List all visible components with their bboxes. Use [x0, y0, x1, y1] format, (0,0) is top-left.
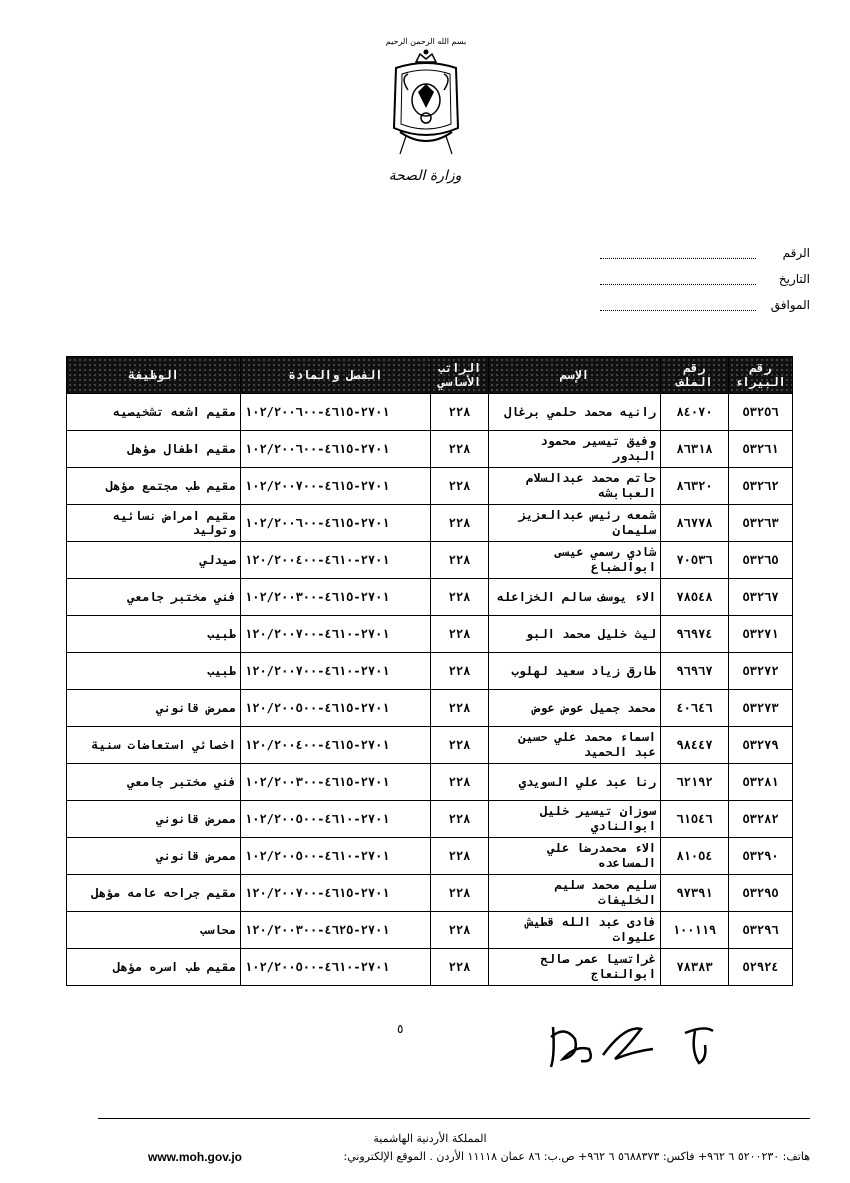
row-emp-no: ٥٢٩٢٤: [729, 949, 793, 986]
row-salary: ٢٢٨: [431, 838, 489, 875]
ministry-name: وزارة الصحة: [388, 168, 462, 184]
row-account: ٢٧٠١-٤٦١٠-١٠٢/٢٠٠٥٠٠: [241, 801, 431, 838]
header-file-no: رقم الملف: [661, 357, 729, 394]
row-job: ممرض قانوني: [67, 690, 241, 727]
row-salary: ٢٢٨: [431, 505, 489, 542]
row-name: الاء محمدرضا علي المساعده: [489, 838, 661, 875]
row-name: وفيق تيسير محمود البدور: [489, 431, 661, 468]
row-job: صيدلي: [67, 542, 241, 579]
row-job: ممرض قانوني: [67, 801, 241, 838]
row-account: ٢٧٠١-٤٦١٥-١٠٢/٢٠٠٧٠٠: [241, 468, 431, 505]
footer-website-link[interactable]: www.moh.gov.jo: [148, 1150, 242, 1164]
row-job: مقيم جراحه عامه مؤهل: [67, 875, 241, 912]
row-name: شادي رسمي عيسى ابوالضباع: [489, 542, 661, 579]
row-job: محاسب: [67, 912, 241, 949]
row-salary: ٢٢٨: [431, 875, 489, 912]
row-job: مقيم اشعه تشخيصيه: [67, 394, 241, 431]
footer-divider: [98, 1118, 810, 1119]
row-file-no: ١٠٠١١٩: [661, 912, 729, 949]
row-file-no: ٨٦٣٢٠: [661, 468, 729, 505]
row-account: ٢٧٠١-٤٦١٥-١٠٢/٢٠٠٦٠٠: [241, 505, 431, 542]
reference-number-field: [610, 246, 810, 266]
row-name: اسماء محمد علي حسين عبد الحميد: [489, 727, 661, 764]
row-emp-no: ٥٣٢٦٢: [729, 468, 793, 505]
row-job: طبيب: [67, 653, 241, 690]
footer-kingdom: المملكة الأردنية الهاشمية: [373, 1132, 487, 1145]
row-account: ٢٧٠١-٤٦١٠-١٢٠/٢٠٠٤٠٠: [241, 542, 431, 579]
header-emp-no: رقم البيراء: [729, 357, 793, 394]
row-emp-no: ٥٣٢٧١: [729, 616, 793, 653]
row-account: ٢٧٠١-٤٦٢٥-١٢٠/٢٠٠٣٠٠: [241, 912, 431, 949]
row-job: مقيم طب اسره مؤهل: [67, 949, 241, 986]
row-account: ٢٧٠١-٤٦١٥-١٢٠/٢٠٠٧٠٠: [241, 875, 431, 912]
row-emp-no: ٥٣٢٨٢: [729, 801, 793, 838]
row-name: ليث خليل محمد البو: [489, 616, 661, 653]
page-number: ٥: [397, 1022, 404, 1036]
row-salary: ٢٢٨: [431, 616, 489, 653]
row-file-no: ٨٦٣١٨: [661, 431, 729, 468]
row-salary: ٢٢٨: [431, 468, 489, 505]
row-account: ٢٧٠١-٤٦١٥-١٠٢/٢٠٠٣٠٠: [241, 764, 431, 801]
row-emp-no: ٥٣٢٩٠: [729, 838, 793, 875]
row-account: ٢٧٠١-٤٦١٠-١٠٢/٢٠٠٥٠٠: [241, 949, 431, 986]
header-job: الوظيفة: [67, 357, 241, 394]
row-name: الاء يوسف سالم الخزاعله: [489, 579, 661, 616]
table-row: [67, 690, 793, 727]
row-emp-no: ٥٣٢٨١: [729, 764, 793, 801]
row-salary: ٢٢٨: [431, 949, 489, 986]
row-account: ٢٧٠١-٤٦١٥-١٢٠/٢٠٠٤٠٠: [241, 727, 431, 764]
row-name: غراتسيا عمر صالح ابوالنعاج: [489, 949, 661, 986]
table-row: [67, 542, 793, 579]
row-file-no: ٧٨٥٤٨: [661, 579, 729, 616]
table-row: [67, 579, 793, 616]
row-emp-no: ٥٣٢٥٦: [729, 394, 793, 431]
row-salary: ٢٢٨: [431, 690, 489, 727]
header-name: الإسم: [489, 357, 661, 394]
row-file-no: ٦٢١٩٢: [661, 764, 729, 801]
table-row: [67, 505, 793, 542]
row-account: ٢٧٠١-٤٦١٥-١٢٠/٢٠٠٥٠٠: [241, 690, 431, 727]
dotted-line: [600, 284, 756, 285]
row-job: فني مختبر جامعي: [67, 579, 241, 616]
table-row: [67, 801, 793, 838]
row-salary: ٢٢٨: [431, 394, 489, 431]
row-job: مقيم امراض نسائيه وتوليد: [67, 505, 241, 542]
dotted-line: [600, 310, 756, 311]
header-account: الفصل والمادة: [241, 357, 431, 394]
row-job: طبيب: [67, 616, 241, 653]
dotted-line: [600, 258, 756, 259]
corresponding-date-label: الموافق: [770, 298, 810, 312]
row-salary: ٢٢٨: [431, 801, 489, 838]
date-field: [610, 272, 810, 292]
table-row: [67, 838, 793, 875]
row-file-no: ٩٦٩٧٤: [661, 616, 729, 653]
row-job: اخصائي استعاضات سنية: [67, 727, 241, 764]
table-row: [67, 468, 793, 505]
table-row: [67, 949, 793, 986]
row-salary: ٢٢٨: [431, 764, 489, 801]
footer-contact: هاتف: ٥٢٠٠٢٣٠ ٦ ٩٦٢+ فاكس: ٥٦٨٨٣٧٣ ٦ ٩٦٢+ ص.ب: ٨٦ عمان ١١١١٨ الأردن . الموقع الإلكتروني:: [343, 1150, 810, 1163]
row-job: ممرض قانوني: [67, 838, 241, 875]
row-name: رانيه محمد حلمي برغال: [489, 394, 661, 431]
staff-table: [66, 356, 793, 986]
row-emp-no: ٥٣٢٦١: [729, 431, 793, 468]
row-file-no: ٧٨٣٨٣: [661, 949, 729, 986]
row-file-no: ٦١٥٤٦: [661, 801, 729, 838]
table-header-row: [67, 357, 793, 394]
row-account: ٢٧٠١-٤٦١٠-١٠٢/٢٠٠٥٠٠: [241, 838, 431, 875]
table-row: [67, 616, 793, 653]
corresponding-date-field: [610, 298, 810, 318]
row-file-no: ٨٦٧٧٨: [661, 505, 729, 542]
row-file-no: ٩٨٤٤٧: [661, 727, 729, 764]
row-emp-no: ٥٣٢٦٧: [729, 579, 793, 616]
row-name: شمعه رئيس عبدالعزيز سليمان: [489, 505, 661, 542]
row-name: محمد جميل عوض عوض: [489, 690, 661, 727]
row-salary: ٢٢٨: [431, 653, 489, 690]
row-name: سوزان تيسير خليل ابوالنادي: [489, 801, 661, 838]
row-account: ٢٧٠١-٤٦١٥-١٠٢/٢٠٠٦٠٠: [241, 431, 431, 468]
row-emp-no: ٥٣٢٦٥: [729, 542, 793, 579]
row-file-no: ٨٤٠٧٠: [661, 394, 729, 431]
date-label: التاريخ: [778, 272, 810, 286]
handwritten-signature: [545, 1015, 725, 1075]
reference-number-label: الرقم: [782, 246, 810, 260]
row-salary: ٢٢٨: [431, 912, 489, 949]
row-job: مقيم اطفال مؤهل: [67, 431, 241, 468]
row-name: حاتم محمد عبدالسلام العبابشه: [489, 468, 661, 505]
row-job: مقيم طب مجتمع مؤهل: [67, 468, 241, 505]
row-name: طارق زياد سعيد لهلوب: [489, 653, 661, 690]
row-emp-no: ٥٣٢٧٩: [729, 727, 793, 764]
row-emp-no: ٥٣٢٦٣: [729, 505, 793, 542]
table-row: [67, 764, 793, 801]
table-row: [67, 727, 793, 764]
row-job: فني مختبر جامعي: [67, 764, 241, 801]
row-emp-no: ٥٣٢٧٢: [729, 653, 793, 690]
row-account: ٢٧٠١-٤٦١٥-١٠٢/٢٠٠٦٠٠: [241, 394, 431, 431]
row-salary: ٢٢٨: [431, 542, 489, 579]
table-row: [67, 653, 793, 690]
row-name: رنا عبد علي السويدي: [489, 764, 661, 801]
row-file-no: ٤٠٦٤٦: [661, 690, 729, 727]
row-emp-no: ٥٣٢٧٣: [729, 690, 793, 727]
row-emp-no: ٥٣٢٩٥: [729, 875, 793, 912]
header-salary: الراتب الأساسي: [431, 357, 489, 394]
svg-text:بسم الله الرحمن الرحيم: بسم الله الرحمن الرحيم: [385, 37, 467, 46]
row-account: ٢٧٠١-٤٦١٥-١٠٢/٢٠٠٣٠٠: [241, 579, 431, 616]
table-body: [67, 394, 793, 986]
row-account: ٢٧٠١-٤٦١٠-١٢٠/٢٠٠٧٠٠: [241, 653, 431, 690]
row-file-no: ٩٧٣٩١: [661, 875, 729, 912]
table-row: [67, 875, 793, 912]
table-row: [67, 912, 793, 949]
row-file-no: ٨١٠٥٤: [661, 838, 729, 875]
row-file-no: ٩٦٩٦٧: [661, 653, 729, 690]
table-row: [67, 394, 793, 431]
row-account: ٢٧٠١-٤٦١٠-١٢٠/٢٠٠٧٠٠: [241, 616, 431, 653]
row-salary: ٢٢٨: [431, 579, 489, 616]
jordan-coat-of-arms-logo: [378, 32, 474, 162]
table-row: [67, 431, 793, 468]
row-emp-no: ٥٣٢٩٦: [729, 912, 793, 949]
row-file-no: ٧٠٥٣٦: [661, 542, 729, 579]
row-salary: ٢٢٨: [431, 431, 489, 468]
row-name: سليم محمد سليم الخليفات: [489, 875, 661, 912]
row-name: فادى عبد الله قطيش عليوات: [489, 912, 661, 949]
row-salary: ٢٢٨: [431, 727, 489, 764]
